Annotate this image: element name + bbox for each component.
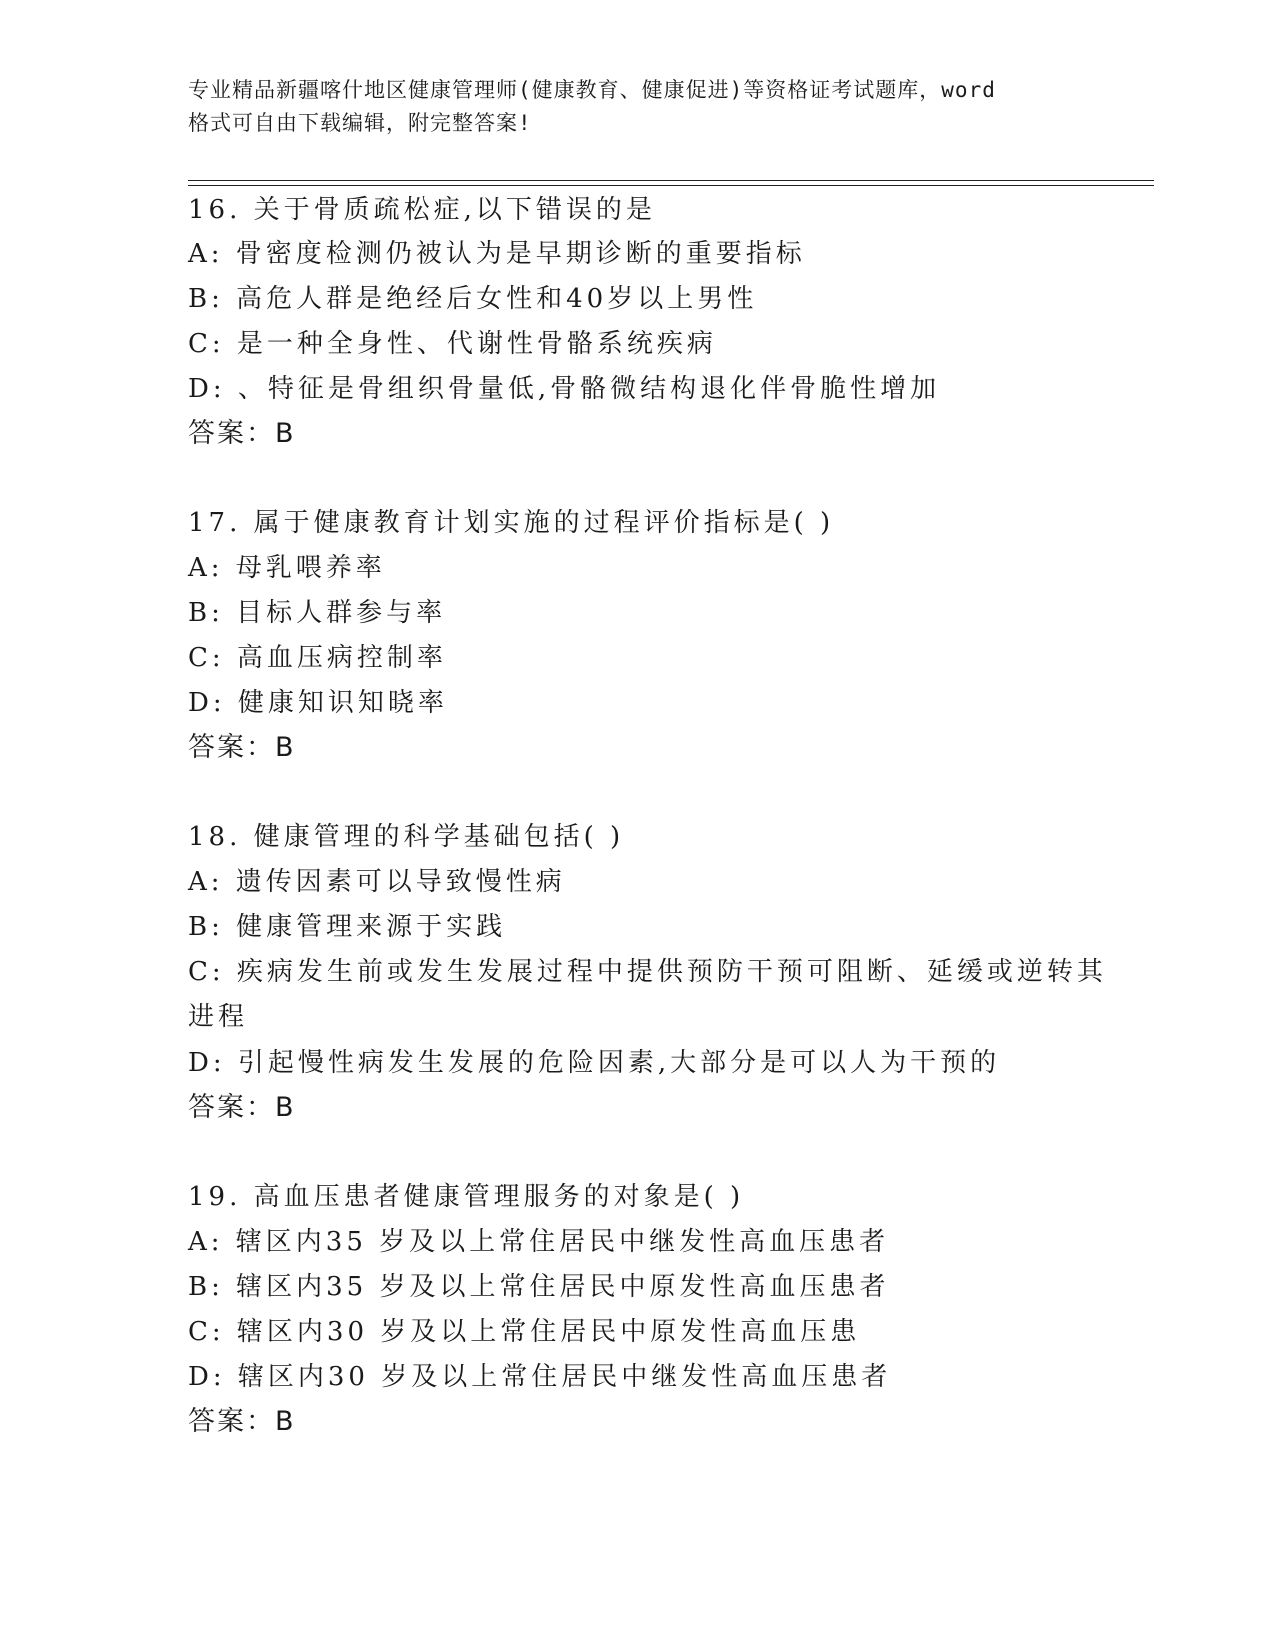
question-18-option-d: D: 引起慢性病发生发展的危险因素,大部分是可以人为干预的	[188, 1048, 1001, 1078]
question-16-option-d: D: 、特征是骨组织骨量低,骨骼微结构退化伴骨脆性增加	[188, 374, 941, 404]
question-17-option-c: C: 高血压病控制率	[188, 643, 447, 673]
question-17-option-d: D: 健康知识知晓率	[188, 688, 448, 718]
question-18-option-b: B: 健康管理来源于实践	[188, 912, 507, 942]
document-header	[188, 74, 1088, 140]
question-19-option-c: C: 辖区内30 岁及以上常住居民中原发性高血压患	[188, 1317, 861, 1347]
question-17-stem: 17. 属于健康教育计划实施的过程评价指标是( )	[188, 508, 835, 538]
question-19-stem: 19. 高血压患者健康管理服务的对象是( )	[188, 1182, 745, 1212]
question-18-stem: 18. 健康管理的科学基础包括( )	[188, 822, 625, 852]
question-19-answer: 答案：B	[188, 1406, 296, 1437]
question-17-option-a: A: 母乳喂养率	[188, 553, 386, 583]
question-18-answer: 答案：B	[188, 1092, 296, 1123]
header-line-1: 专业精品新疆喀什地区健康管理师(健康教育、健康促进)等资格证考试题库，word	[188, 78, 996, 102]
question-16-option-a: A: 骨密度检测仍被认为是早期诊断的重要指标	[188, 239, 806, 269]
header-divider-top	[188, 180, 1154, 181]
question-19-option-d: D: 辖区内30 岁及以上常住居民中继发性高血压患者	[188, 1362, 892, 1392]
question-17-answer: 答案：B	[188, 732, 296, 763]
question-16-answer: 答案：B	[188, 418, 296, 449]
question-16-stem: 16. 关于骨质疏松症,以下错误的是	[188, 195, 656, 225]
question-18-option-a: A: 遗传因素可以导致慢性病	[188, 867, 566, 897]
question-19-option-b: B: 辖区内35 岁及以上常住居民中原发性高血压患者	[188, 1272, 890, 1302]
header-line-2: 格式可自由下载编辑，附完整答案!	[188, 111, 532, 135]
question-17-option-b: B: 目标人群参与率	[188, 598, 447, 628]
question-18-option-c-continued: 进程	[188, 1002, 249, 1032]
header-divider-bottom	[188, 185, 1154, 186]
question-16-option-c: C: 是一种全身性、代谢性骨骼系统疾病	[188, 329, 717, 359]
question-19-option-a: A: 辖区内35 岁及以上常住居民中继发性高血压患者	[188, 1227, 890, 1257]
question-16-option-b: B: 高危人群是绝经后女性和40岁以上男性	[188, 284, 758, 314]
question-18-option-c: C: 疾病发生前或发生发展过程中提供预防干预可阻断、延缓或逆转其	[188, 957, 1107, 987]
